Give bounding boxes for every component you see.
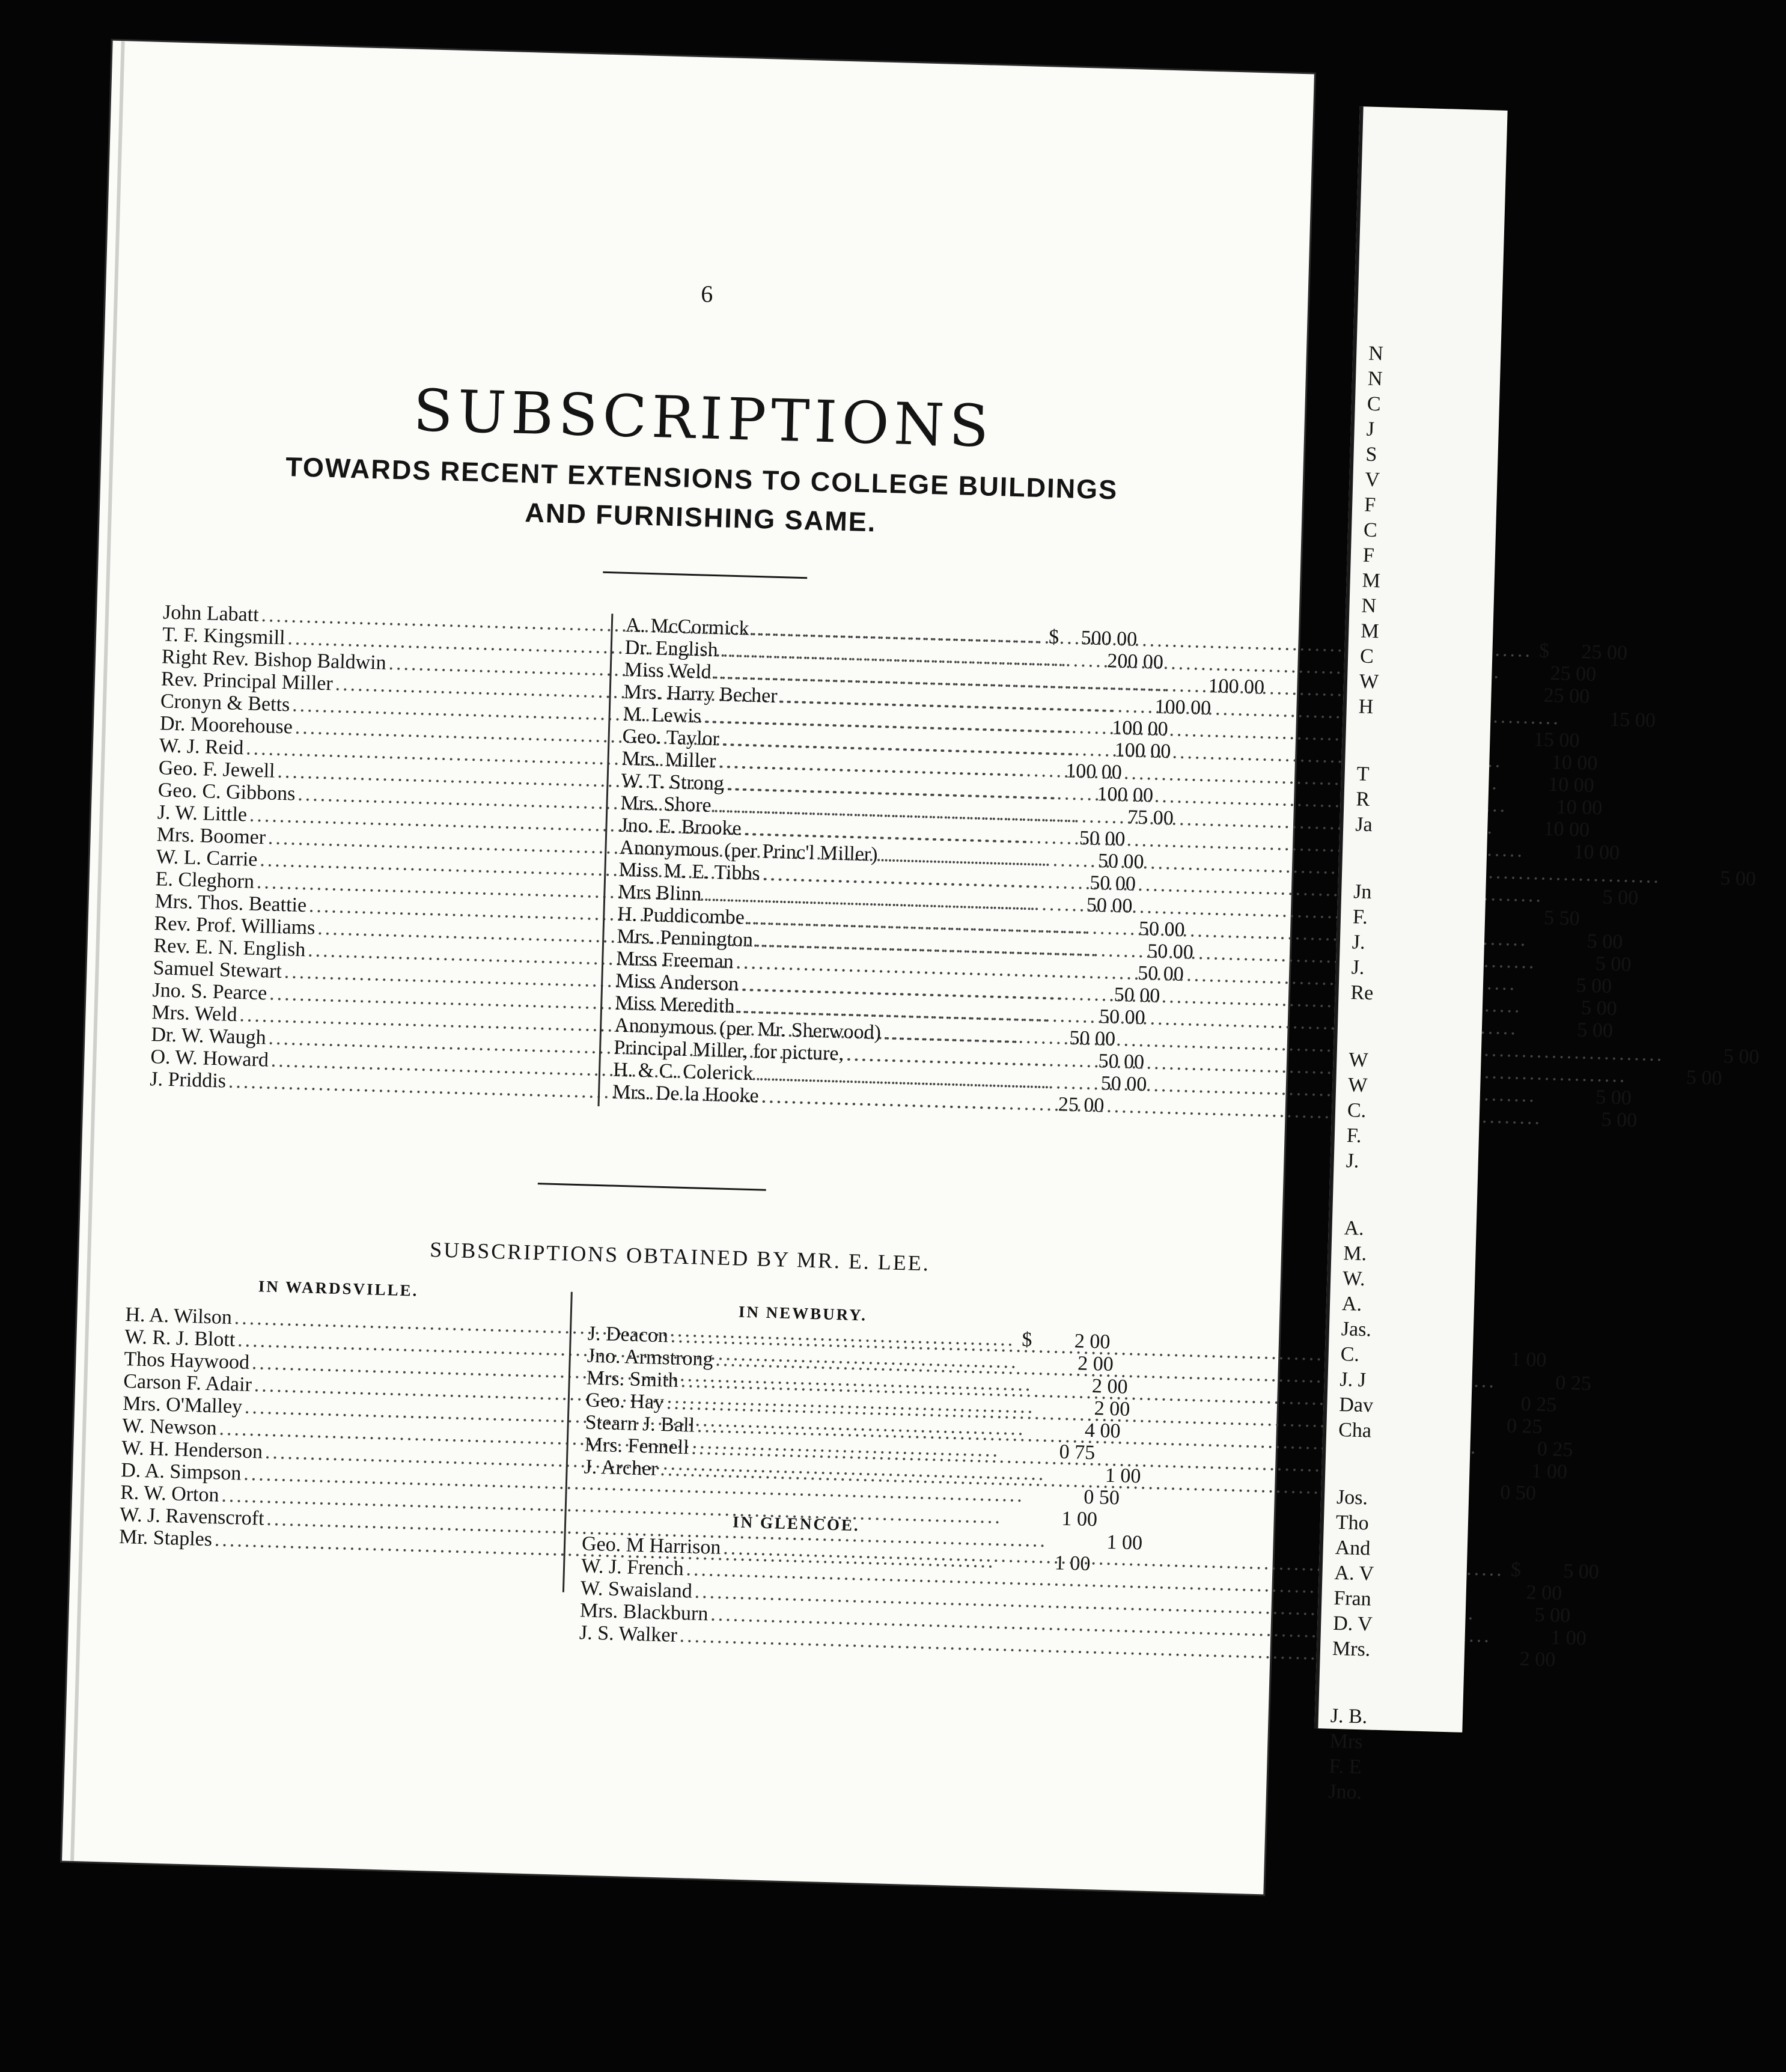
subscriber-name: Cronyn & Betts bbox=[160, 690, 290, 716]
subscriber-name: J. Archer bbox=[584, 1455, 658, 1480]
subscriber-name: Samuel Stewart bbox=[153, 957, 282, 983]
section-rule bbox=[538, 1183, 766, 1191]
lee-section-heading: SUBSCRIPTIONS OBTAINED BY MR. E. LEE. bbox=[429, 1237, 931, 1276]
subscriber-name: Right Rev. Bishop Baldwin bbox=[161, 645, 387, 674]
subscription-amount: 10 00 bbox=[1551, 751, 1598, 775]
adjacent-text-fragment: J. bbox=[1346, 1150, 1359, 1172]
subscription-amount: 2 00 bbox=[1094, 1397, 1130, 1421]
dollar-sign bbox=[1497, 700, 1511, 701]
subtitle-line-2: AND FURNISHING SAME. bbox=[524, 497, 877, 538]
subscription-amount: 50 00 bbox=[1147, 940, 1194, 964]
subscriber-name: W. J. Ravenscroft bbox=[119, 1503, 265, 1530]
subscriber-name: W. Newson bbox=[121, 1415, 218, 1440]
subscription-amount: 10 00 bbox=[1547, 773, 1595, 797]
dollar-sign bbox=[1497, 833, 1511, 834]
subscriber-name: Jno. E. Brooke bbox=[620, 814, 742, 840]
subscriber-name: A. McCormick bbox=[625, 614, 750, 640]
subscriber-name: Mrs. O'Malley bbox=[122, 1392, 243, 1418]
adjacent-text-fragment: S bbox=[1365, 443, 1378, 466]
newbury-heading: IN NEWBURY. bbox=[738, 1302, 868, 1324]
adjacent-text-group bbox=[1346, 341, 1501, 723]
subscriber-name: Thos Haywood bbox=[123, 1348, 250, 1374]
subscription-amount: 50 00 bbox=[1114, 983, 1160, 1007]
adjacent-text-fragment: W bbox=[1359, 670, 1379, 693]
adjacent-text-fragment: A. bbox=[1344, 1217, 1365, 1240]
adjacent-text-group bbox=[1338, 879, 1486, 1010]
subscriber-name: Geo. C. Gibbons bbox=[157, 779, 296, 805]
subscription-amount: 25 00 bbox=[1550, 662, 1597, 686]
dollar-sign bbox=[1539, 1102, 1553, 1103]
subscription-amount: 2 00 bbox=[1077, 1352, 1114, 1376]
adjacent-text-group bbox=[1343, 761, 1489, 841]
subscription-amount: 5 00 bbox=[1595, 1086, 1632, 1109]
subscription-amount: 4 00 bbox=[1084, 1419, 1121, 1443]
adjacent-text-fragment: V bbox=[1364, 468, 1380, 492]
subscriber-name: Miss M. E. Tibbs bbox=[618, 858, 761, 885]
dollar-sign: $ bbox=[1048, 626, 1059, 649]
adjacent-text-fragment: Dav bbox=[1338, 1393, 1374, 1417]
adjacent-text-fragment: C. bbox=[1347, 1099, 1367, 1123]
subscriber-name: Rev. E. N. English bbox=[153, 934, 306, 961]
subscription-amount: 1 00 bbox=[1106, 1531, 1143, 1555]
adjacent-text-fragment: Tho bbox=[1335, 1511, 1370, 1535]
subscription-amount: 0 25 bbox=[1506, 1415, 1543, 1438]
adjacent-text-fragment: Fran bbox=[1333, 1586, 1372, 1610]
subtitle-line-1: TOWARDS RECENT EXTENSIONS TO COLLEGE BUILDINGS bbox=[285, 451, 1118, 505]
adjacent-text-fragment: Jas. bbox=[1341, 1318, 1372, 1341]
subscription-amount: 10 00 bbox=[1573, 841, 1620, 865]
adjacent-text-fragment: J bbox=[1366, 418, 1375, 440]
subscription-amount: 5 00 bbox=[1601, 1108, 1638, 1132]
subscriber-name: Mrs. Miller bbox=[621, 747, 716, 773]
subscriber-name: M. Lewis bbox=[623, 702, 702, 728]
dollar-sign bbox=[1494, 1642, 1508, 1643]
subscriber-name: R. W. Orton bbox=[120, 1481, 220, 1507]
adjacent-text-fragment: R bbox=[1356, 788, 1370, 811]
subscription-amount: 500 00 bbox=[1080, 627, 1138, 651]
adjacent-text-fragment: J. bbox=[1352, 931, 1366, 954]
subscriber-name: W. Swaisland bbox=[580, 1577, 693, 1603]
subscription-amount: 5 00 bbox=[1586, 930, 1623, 954]
subscription-amount: 1 00 bbox=[1105, 1464, 1141, 1488]
subscriber-name: John Labatt bbox=[162, 601, 260, 626]
subscriber-name: H. Puddicombe bbox=[617, 903, 745, 929]
subscription-amount: 50 00 bbox=[1100, 1072, 1147, 1096]
wardsville-heading: IN WARDSVILLE. bbox=[258, 1277, 419, 1300]
subscriber-name: Miss Meredith bbox=[614, 992, 736, 1018]
adjacent-text-fragment: M bbox=[1360, 620, 1380, 643]
subscription-amount: 2 00 bbox=[1091, 1375, 1129, 1398]
subscriber-name: W. J. French bbox=[581, 1555, 684, 1580]
subscriber-name: Jno. Armstrong bbox=[587, 1344, 714, 1371]
subscriber-name: Rev. Principal Miller bbox=[160, 668, 334, 695]
subscription-amount: 50 00 bbox=[1137, 961, 1184, 986]
subscription-amount: 2 00 bbox=[1526, 1581, 1562, 1604]
subscriber-name: Anonymous (per Mr. Sherwood) bbox=[614, 1014, 882, 1044]
subscriber-name: H. A. Wilson bbox=[124, 1303, 233, 1329]
adjacent-text-fragment: F. E bbox=[1329, 1755, 1362, 1779]
adjacent-text-group bbox=[1316, 1703, 1463, 1808]
dollar-sign bbox=[1527, 857, 1541, 858]
subscription-amount: 5 00 bbox=[1580, 996, 1618, 1020]
dollar-sign bbox=[1519, 990, 1534, 991]
subscriber-name: O. W. Howard bbox=[150, 1046, 269, 1071]
subscriber-name: Miss Anderson bbox=[615, 969, 739, 996]
dollar-sign bbox=[1504, 678, 1518, 679]
subscriber-name: Mrs Blinn bbox=[617, 880, 702, 906]
subscriber-name: Mrs. Fennell bbox=[584, 1433, 689, 1459]
subscriber-name: Dr. Moorehouse bbox=[159, 712, 293, 739]
subscriber-name: Anonymous (per Princ'l Miller) bbox=[619, 836, 879, 866]
subscription-amount: 50 00 bbox=[1099, 1005, 1146, 1029]
adjacent-text-fragment: Ja bbox=[1355, 813, 1373, 836]
subscription-amount: 0 50 bbox=[1499, 1481, 1537, 1505]
adjacent-text-fragment: F. bbox=[1346, 1124, 1362, 1147]
subscriber-name: Mr. Staples bbox=[118, 1525, 213, 1551]
subscriber-name: Mrs. Thos. Beattie bbox=[154, 890, 307, 917]
subscription-amount: 0 75 bbox=[1059, 1440, 1096, 1464]
subscription-amount: 50 00 bbox=[1098, 1050, 1145, 1074]
subscription-amount: 25 00 bbox=[1058, 1093, 1105, 1117]
subscription-amount: 100 00 bbox=[1208, 674, 1265, 699]
subscriber-name: Rev. Prof. Williams bbox=[154, 912, 315, 939]
subscription-amount: 1 00 bbox=[1550, 1626, 1587, 1650]
adjacent-text-fragment: C bbox=[1367, 392, 1382, 416]
subscriber-name: J. S. Walker bbox=[579, 1621, 678, 1647]
subscription-amount: 100 00 bbox=[1114, 739, 1171, 763]
subscription-amount: 5 00 bbox=[1602, 886, 1639, 910]
adjacent-text-fragment: Jos. bbox=[1336, 1485, 1368, 1510]
subscriber-name: Mrs. Smith bbox=[586, 1367, 679, 1392]
subscription-amount: 0 50 bbox=[1083, 1485, 1120, 1510]
dollar-sign bbox=[1463, 1663, 1477, 1664]
subscriber-name: W. R. J. Blott bbox=[124, 1326, 236, 1351]
adjacent-text-fragment: Jno. bbox=[1327, 1780, 1362, 1804]
subscription-amount: 50 00 bbox=[1086, 894, 1133, 918]
subscription-amount: 100 00 bbox=[1154, 695, 1211, 720]
subscriber-name: Mrs. Pennington bbox=[616, 925, 754, 951]
adjacent-text-fragment: Mrs bbox=[1329, 1729, 1364, 1754]
subscription-amount: 5 00 bbox=[1534, 1603, 1571, 1627]
subscriber-name: Stearn J. Ball bbox=[585, 1411, 695, 1437]
subscription-amount: 25 00 bbox=[1543, 684, 1590, 708]
subscription-amount: 5 00 bbox=[1576, 974, 1612, 998]
subscriber-name: H. & C. Colerick bbox=[612, 1058, 754, 1085]
subscription-amount: 50 00 bbox=[1138, 917, 1186, 942]
subscriber-name: Geo. F. Jewell bbox=[158, 757, 276, 782]
subscription-amount: 1 00 bbox=[1054, 1552, 1091, 1576]
subscriber-name: Mrs. Boomer bbox=[156, 823, 266, 849]
subscriber-name: E. Cleghorn bbox=[155, 868, 255, 893]
subscription-amount: 0 25 bbox=[1555, 1371, 1592, 1395]
subscription-amount: 10 00 bbox=[1556, 796, 1603, 820]
subscription-amount: 5 00 bbox=[1686, 1066, 1722, 1090]
subscription-amount: 200 00 bbox=[1106, 650, 1164, 674]
dollar-sign bbox=[1629, 1082, 1644, 1083]
dollar-sign bbox=[1546, 902, 1560, 903]
subscriber-name: Mrs. Weld bbox=[151, 1001, 238, 1026]
dollar-sign: $ bbox=[1510, 1558, 1522, 1582]
dollar-sign bbox=[1563, 724, 1577, 725]
adjacent-text-fragment: F bbox=[1364, 493, 1376, 517]
glencoe-heading: IN GLENCOE. bbox=[732, 1513, 861, 1535]
adjacent-text-fragment: F. bbox=[1352, 906, 1368, 928]
subscription-amount: 1 00 bbox=[1531, 1460, 1568, 1484]
adjacent-text-fragment: Mrs. bbox=[1332, 1637, 1371, 1661]
subscriber-name: J. Priddis bbox=[149, 1068, 227, 1092]
subscription-amount: 1 00 bbox=[1510, 1348, 1547, 1372]
adjacent-text-fragment: N bbox=[1368, 342, 1384, 365]
adjacent-text-fragment: C bbox=[1359, 645, 1374, 668]
adjacent-text-fragment: W. bbox=[1342, 1267, 1366, 1291]
subscriber-name: J. Deacon bbox=[587, 1322, 669, 1347]
dollar-sign bbox=[1544, 1124, 1559, 1125]
subscription-amount: 0 25 bbox=[1520, 1392, 1557, 1416]
adjacent-text-group bbox=[1333, 1047, 1481, 1178]
subscriber-name: Mrs. De la Hooke bbox=[612, 1080, 760, 1108]
adjacent-text-fragment: Cha bbox=[1338, 1418, 1372, 1442]
subscription-amount: 5 00 bbox=[1723, 1045, 1760, 1068]
subscription-amount: 50 00 bbox=[1079, 827, 1126, 851]
dollar-sign bbox=[1005, 1523, 1019, 1524]
subscription-amount: 2 00 bbox=[1074, 1330, 1111, 1353]
subscription-amount: 50 00 bbox=[1069, 1026, 1116, 1050]
adjacent-text-fragment: C bbox=[1363, 519, 1378, 542]
adjacent-text-fragment: Re bbox=[1350, 981, 1374, 1005]
subscription-amount: 5 00 bbox=[1719, 867, 1757, 891]
dollar-sign bbox=[1469, 1597, 1484, 1598]
subscriber-name: Miss Weld bbox=[624, 658, 712, 683]
subscription-amount: 5 00 bbox=[1562, 1560, 1600, 1583]
subscriber-name: Geo. Hay bbox=[585, 1389, 665, 1414]
adjacent-text-fragment: A. V bbox=[1334, 1561, 1374, 1585]
subscriber-name: W. T. Strong bbox=[621, 769, 725, 795]
subscription-amount: 15 00 bbox=[1609, 708, 1656, 732]
subscriber-name: T. F. Kingsmill bbox=[162, 623, 286, 650]
subscription-amount: 100 00 bbox=[1111, 716, 1169, 741]
subscriber-name: Dr. W. Waugh bbox=[151, 1023, 267, 1049]
adjacent-text-fragment: J. B. bbox=[1330, 1704, 1368, 1728]
adjacent-text-fragment: A. bbox=[1341, 1293, 1362, 1315]
subscription-amount: 15 00 bbox=[1533, 728, 1580, 752]
page-number: 6 bbox=[700, 280, 713, 308]
subscription-amount: 100 00 bbox=[1097, 782, 1154, 807]
adjacent-text-fragment: F bbox=[1362, 544, 1375, 567]
dollar-sign: $ bbox=[1538, 639, 1550, 662]
subscriber-name: J. W. Little bbox=[157, 801, 248, 826]
adjacent-text-fragment: T bbox=[1356, 763, 1370, 785]
adjacent-text-fragment: M. bbox=[1343, 1242, 1367, 1266]
adjacent-text-group bbox=[1320, 1484, 1469, 1665]
subscriber-name: Carson F. Adair bbox=[123, 1370, 252, 1396]
adjacent-text-fragment: Jn bbox=[1353, 880, 1372, 904]
subscription-amount: 50 00 bbox=[1097, 849, 1145, 874]
subscriber-name: W. L. Carrie bbox=[156, 846, 258, 871]
adjacent-text-fragment: N bbox=[1361, 594, 1377, 618]
subscriber-name: W. J. Reid bbox=[159, 734, 244, 760]
subscriber-name: Geo. Taylor bbox=[622, 725, 720, 751]
subscriber-name: Dr. English bbox=[624, 636, 719, 662]
subscriber-name: D. A. Simpson bbox=[120, 1458, 242, 1485]
subscription-amount: 1 00 bbox=[1061, 1507, 1098, 1531]
subscription-amount: 25 00 bbox=[1581, 641, 1628, 665]
subscription-amount: 50 00 bbox=[1089, 871, 1136, 895]
adjacent-text-fragment: D. V bbox=[1332, 1612, 1373, 1636]
subscriber-name: Mrs. Harry Becher bbox=[623, 680, 778, 707]
adjacent-text-fragment: J. J bbox=[1340, 1368, 1367, 1392]
subscriber-name: Jno. S. Pearce bbox=[152, 979, 267, 1005]
adjacent-text-fragment: W bbox=[1348, 1049, 1369, 1072]
subscription-amount: 5 00 bbox=[1576, 1019, 1614, 1043]
subscriber-name: Principal Miller, for picture, bbox=[613, 1036, 844, 1065]
adjacent-text-fragment: And bbox=[1335, 1536, 1371, 1560]
subscriber-name: Mrs. Shore bbox=[620, 791, 712, 817]
dollar-sign bbox=[1487, 922, 1501, 923]
dollar-sign bbox=[1666, 1061, 1681, 1062]
subscription-amount: 5 00 bbox=[1595, 952, 1632, 976]
adjacent-page-text bbox=[1316, 106, 1508, 1808]
subscription-amount: 75 00 bbox=[1127, 806, 1174, 830]
adjacent-text-fragment: N bbox=[1367, 367, 1383, 391]
subscriber-name: W. H. Henderson bbox=[121, 1436, 263, 1463]
adjacent-text-fragment: C. bbox=[1340, 1343, 1360, 1366]
subscription-amount: 100 00 bbox=[1065, 760, 1123, 784]
adjacent-text-fragment: M bbox=[1362, 569, 1381, 593]
adjacent-text-fragment: H bbox=[1358, 695, 1374, 719]
dollar-sign: $ bbox=[1021, 1328, 1032, 1351]
subscriber-name: Geo. M Harrison bbox=[581, 1532, 721, 1559]
adjacent-text-group bbox=[1326, 1216, 1477, 1447]
subscriber-name: Mrs. Blackburn bbox=[579, 1599, 709, 1626]
subscriber-name: Mrss Freeman bbox=[615, 947, 734, 974]
title-rule bbox=[603, 571, 807, 579]
adjacent-text-fragment: J. bbox=[1351, 956, 1365, 979]
dollar-sign bbox=[1505, 767, 1519, 768]
subscription-amount: 10 00 bbox=[1543, 817, 1590, 841]
subscription-amount: 0 25 bbox=[1537, 1437, 1573, 1461]
subscription-amount: 2 00 bbox=[1519, 1648, 1556, 1671]
page-title: SUBSCRIPTIONS bbox=[412, 376, 995, 460]
subscription-amount: 5 50 bbox=[1543, 906, 1580, 930]
adjacent-text-fragment: W bbox=[1347, 1074, 1368, 1097]
